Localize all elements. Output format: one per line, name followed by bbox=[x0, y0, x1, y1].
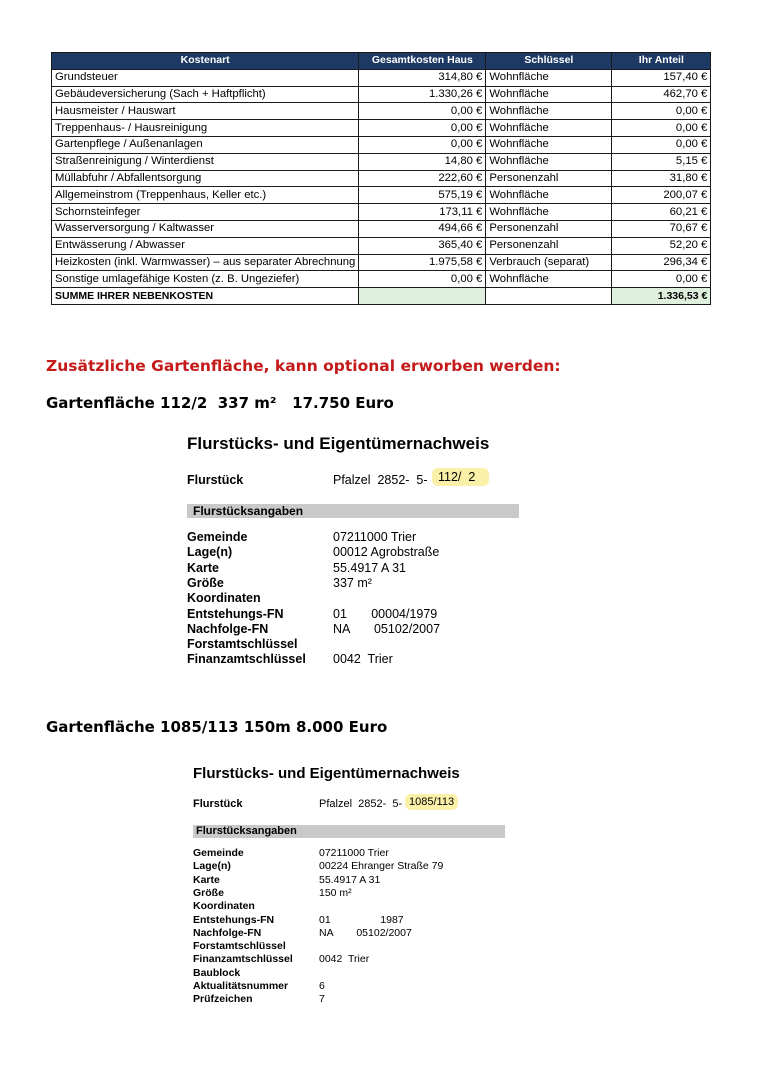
key-cell: Wohnfläche bbox=[486, 136, 612, 153]
field-label: Karte bbox=[187, 560, 219, 575]
field-label: Nachfolge-FN bbox=[187, 621, 269, 636]
field-label: Baublock bbox=[193, 966, 241, 979]
table-row bbox=[52, 153, 711, 170]
column-header: Kostenart bbox=[52, 53, 359, 70]
key-cell: Personenzahl bbox=[486, 170, 612, 187]
cost-type-cell: Hausmeister / Hauswart bbox=[52, 103, 359, 120]
sum-empty-cell bbox=[359, 288, 486, 305]
total-cost-cell: 0,00 € bbox=[359, 120, 486, 137]
total-cost-cell: 0,00 € bbox=[359, 271, 486, 288]
flurstueck-prefix: Pfalzel 2852- 5- bbox=[333, 473, 428, 487]
cost-type-cell: Allgemeinstrom (Treppenhaus, Keller etc.) bbox=[52, 187, 359, 204]
field-value: 07211000 Trier bbox=[319, 847, 389, 859]
column-header: Gesamtkosten Haus bbox=[359, 53, 486, 70]
field-value: 55.4917 A 31 bbox=[319, 873, 381, 886]
total-cost-cell: 314,80 € bbox=[359, 69, 486, 86]
share-cell: 0,00 € bbox=[612, 136, 711, 153]
field-value: 00012 Agrobstraße bbox=[333, 545, 440, 560]
key-cell: Wohnfläche bbox=[486, 120, 612, 137]
field-label: Gemeinde bbox=[187, 530, 248, 544]
column-header: Schlüssel bbox=[486, 53, 612, 70]
total-cost-cell: 0,00 € bbox=[359, 136, 486, 153]
share-cell: 5,15 € bbox=[612, 153, 711, 170]
cost-type-cell: Heizkosten (inkl. Warmwasser) – aus separater Abrechnung bbox=[52, 254, 359, 271]
column-header: Ihr Anteil bbox=[612, 53, 711, 70]
cost-type-cell: Sonstige umlagefähige Kosten (z. B. Ungeziefer) bbox=[52, 271, 359, 288]
section-bar bbox=[193, 825, 505, 838]
flurstueck-number bbox=[405, 796, 458, 808]
flurstueck-number-highlight: 1085/113 bbox=[405, 794, 458, 810]
table-row bbox=[52, 69, 711, 86]
sum-label-cell: SUMME IHRER NEBENKOSTEN bbox=[52, 288, 359, 305]
table-row bbox=[52, 254, 711, 271]
field-label: Gemeinde bbox=[193, 847, 244, 859]
flurstueck-number bbox=[432, 470, 489, 484]
field-label: Größe bbox=[187, 575, 224, 590]
field-value: NA 05102/2007 bbox=[319, 926, 412, 939]
share-cell: 462,70 € bbox=[612, 86, 711, 103]
field-label: Finanzamtschlüssel bbox=[193, 953, 293, 966]
table-row bbox=[52, 220, 711, 237]
flurstueck-number-highlight: 112/ 2 bbox=[432, 468, 489, 486]
table-row bbox=[52, 170, 711, 187]
field-label: Prüfzeichen bbox=[193, 993, 253, 1006]
field-value: 0042 Trier bbox=[319, 953, 370, 966]
field-label: Entstehungs-FN bbox=[193, 913, 275, 926]
flurstueck-prefix: Pfalzel 2852- 5- bbox=[319, 798, 403, 810]
table-row bbox=[52, 204, 711, 221]
share-cell: 0,00 € bbox=[612, 103, 711, 120]
table-row bbox=[52, 86, 711, 103]
section-bar bbox=[187, 504, 519, 518]
flurstueck-label: Flurstück bbox=[187, 473, 244, 487]
table-row bbox=[52, 187, 711, 204]
cost-type-cell: Schornsteinfeger bbox=[52, 204, 359, 221]
cost-type-cell: Grundsteuer bbox=[52, 69, 359, 86]
table-row bbox=[52, 103, 711, 120]
optional-purchase-heading: Zusätzliche Gartenfläche, kann optional erworben werden: bbox=[46, 357, 561, 375]
field-value: 150 m² bbox=[319, 886, 352, 899]
share-cell: 31,80 € bbox=[612, 170, 711, 187]
table-header-row bbox=[52, 53, 711, 70]
field-value: 07211000 Trier bbox=[333, 530, 417, 544]
cost-type-cell: Müllabfuhr / Abfallentsorgung bbox=[52, 170, 359, 187]
total-cost-cell: 14,80 € bbox=[359, 153, 486, 170]
field-label: Entstehungs-FN bbox=[187, 606, 284, 621]
share-cell: 52,20 € bbox=[612, 237, 711, 254]
field-label: Forstamtschlüssel bbox=[187, 637, 298, 652]
flurstueck-label: Flurstück bbox=[193, 798, 243, 810]
plot1-heading: Gartenfläche 112/2 337 m² 17.750 Euro bbox=[46, 394, 394, 412]
share-cell: 157,40 € bbox=[612, 69, 711, 86]
cost-type-cell: Wasserversorgung / Kaltwasser bbox=[52, 220, 359, 237]
record-title: Flurstücks- und Eigentümernachweis bbox=[193, 765, 460, 782]
total-cost-cell: 1.975,58 € bbox=[359, 254, 486, 271]
section-label: Flurstücksangaben bbox=[196, 825, 297, 837]
table-row bbox=[52, 120, 711, 137]
field-label: Größe bbox=[193, 886, 224, 899]
key-cell: Wohnfläche bbox=[486, 103, 612, 120]
field-value: 01 00004/1979 bbox=[333, 606, 438, 621]
total-cost-cell: 494,66 € bbox=[359, 220, 486, 237]
key-cell: Personenzahl bbox=[486, 237, 612, 254]
plot2-heading: Gartenfläche 1085/113 150m 8.000 Euro bbox=[46, 718, 388, 736]
key-cell: Verbrauch (separat) bbox=[486, 254, 612, 271]
field-label: Karte bbox=[193, 873, 220, 886]
sum-row bbox=[52, 288, 711, 305]
total-cost-cell: 1.330,26 € bbox=[359, 86, 486, 103]
field-label: Lage(n) bbox=[193, 860, 231, 873]
field-label: Lage(n) bbox=[187, 545, 233, 560]
sum-empty-cell bbox=[486, 288, 612, 305]
field-label: Koordinaten bbox=[193, 900, 255, 913]
total-cost-cell: 173,11 € bbox=[359, 204, 486, 221]
share-cell: 70,67 € bbox=[612, 220, 711, 237]
cost-type-cell: Treppenhaus- / Hausreinigung bbox=[52, 120, 359, 137]
field-value: 55.4917 A 31 bbox=[333, 560, 406, 575]
cost-type-cell: Gartenpflege / Außenanlagen bbox=[52, 136, 359, 153]
key-cell: Wohnfläche bbox=[486, 204, 612, 221]
cost-type-cell: Entwässerung / Abwasser bbox=[52, 237, 359, 254]
field-value: 00224 Ehranger Straße 79 bbox=[319, 860, 444, 873]
field-value: 01 1987 bbox=[319, 913, 404, 926]
share-cell: 0,00 € bbox=[612, 271, 711, 288]
key-cell: Wohnfläche bbox=[486, 69, 612, 86]
total-cost-cell: 365,40 € bbox=[359, 237, 486, 254]
field-label: Finanzamtschlüssel bbox=[187, 652, 306, 667]
share-cell: 296,34 € bbox=[612, 254, 711, 271]
table-row bbox=[52, 136, 711, 153]
share-cell: 0,00 € bbox=[612, 120, 711, 137]
cost-type-cell: Straßenreinigung / Winterdienst bbox=[52, 153, 359, 170]
record-title: Flurstücks- und Eigentümernachweis bbox=[187, 434, 490, 453]
key-cell: Wohnfläche bbox=[486, 153, 612, 170]
table-row bbox=[52, 271, 711, 288]
cost-table bbox=[51, 52, 711, 305]
field-label: Forstamtschlüssel bbox=[193, 940, 286, 953]
key-cell: Wohnfläche bbox=[486, 271, 612, 288]
table-row bbox=[52, 237, 711, 254]
field-label: Aktualitätsnummer bbox=[193, 980, 289, 992]
total-cost-cell: 222,60 € bbox=[359, 170, 486, 187]
field-value: 7 bbox=[319, 993, 325, 1006]
sum-value-cell: 1.336,53 € bbox=[612, 288, 711, 305]
key-cell: Wohnfläche bbox=[486, 86, 612, 103]
key-cell: Wohnfläche bbox=[486, 187, 612, 204]
field-value: 6 bbox=[319, 980, 325, 992]
key-cell: Personenzahl bbox=[486, 220, 612, 237]
field-value: 337 m² bbox=[333, 575, 372, 590]
share-cell: 200,07 € bbox=[612, 187, 711, 204]
section-label: Flurstücksangaben bbox=[193, 504, 304, 518]
field-label: Nachfolge-FN bbox=[193, 926, 262, 939]
field-label: Koordinaten bbox=[187, 591, 261, 606]
field-value: NA 05102/2007 bbox=[333, 621, 441, 636]
cost-type-cell: Gebäudeversicherung (Sach + Haftpflicht) bbox=[52, 86, 359, 103]
total-cost-cell: 575,19 € bbox=[359, 187, 486, 204]
share-cell: 60,21 € bbox=[612, 204, 711, 221]
field-value: 0042 Trier bbox=[333, 652, 393, 667]
total-cost-cell: 0,00 € bbox=[359, 103, 486, 120]
